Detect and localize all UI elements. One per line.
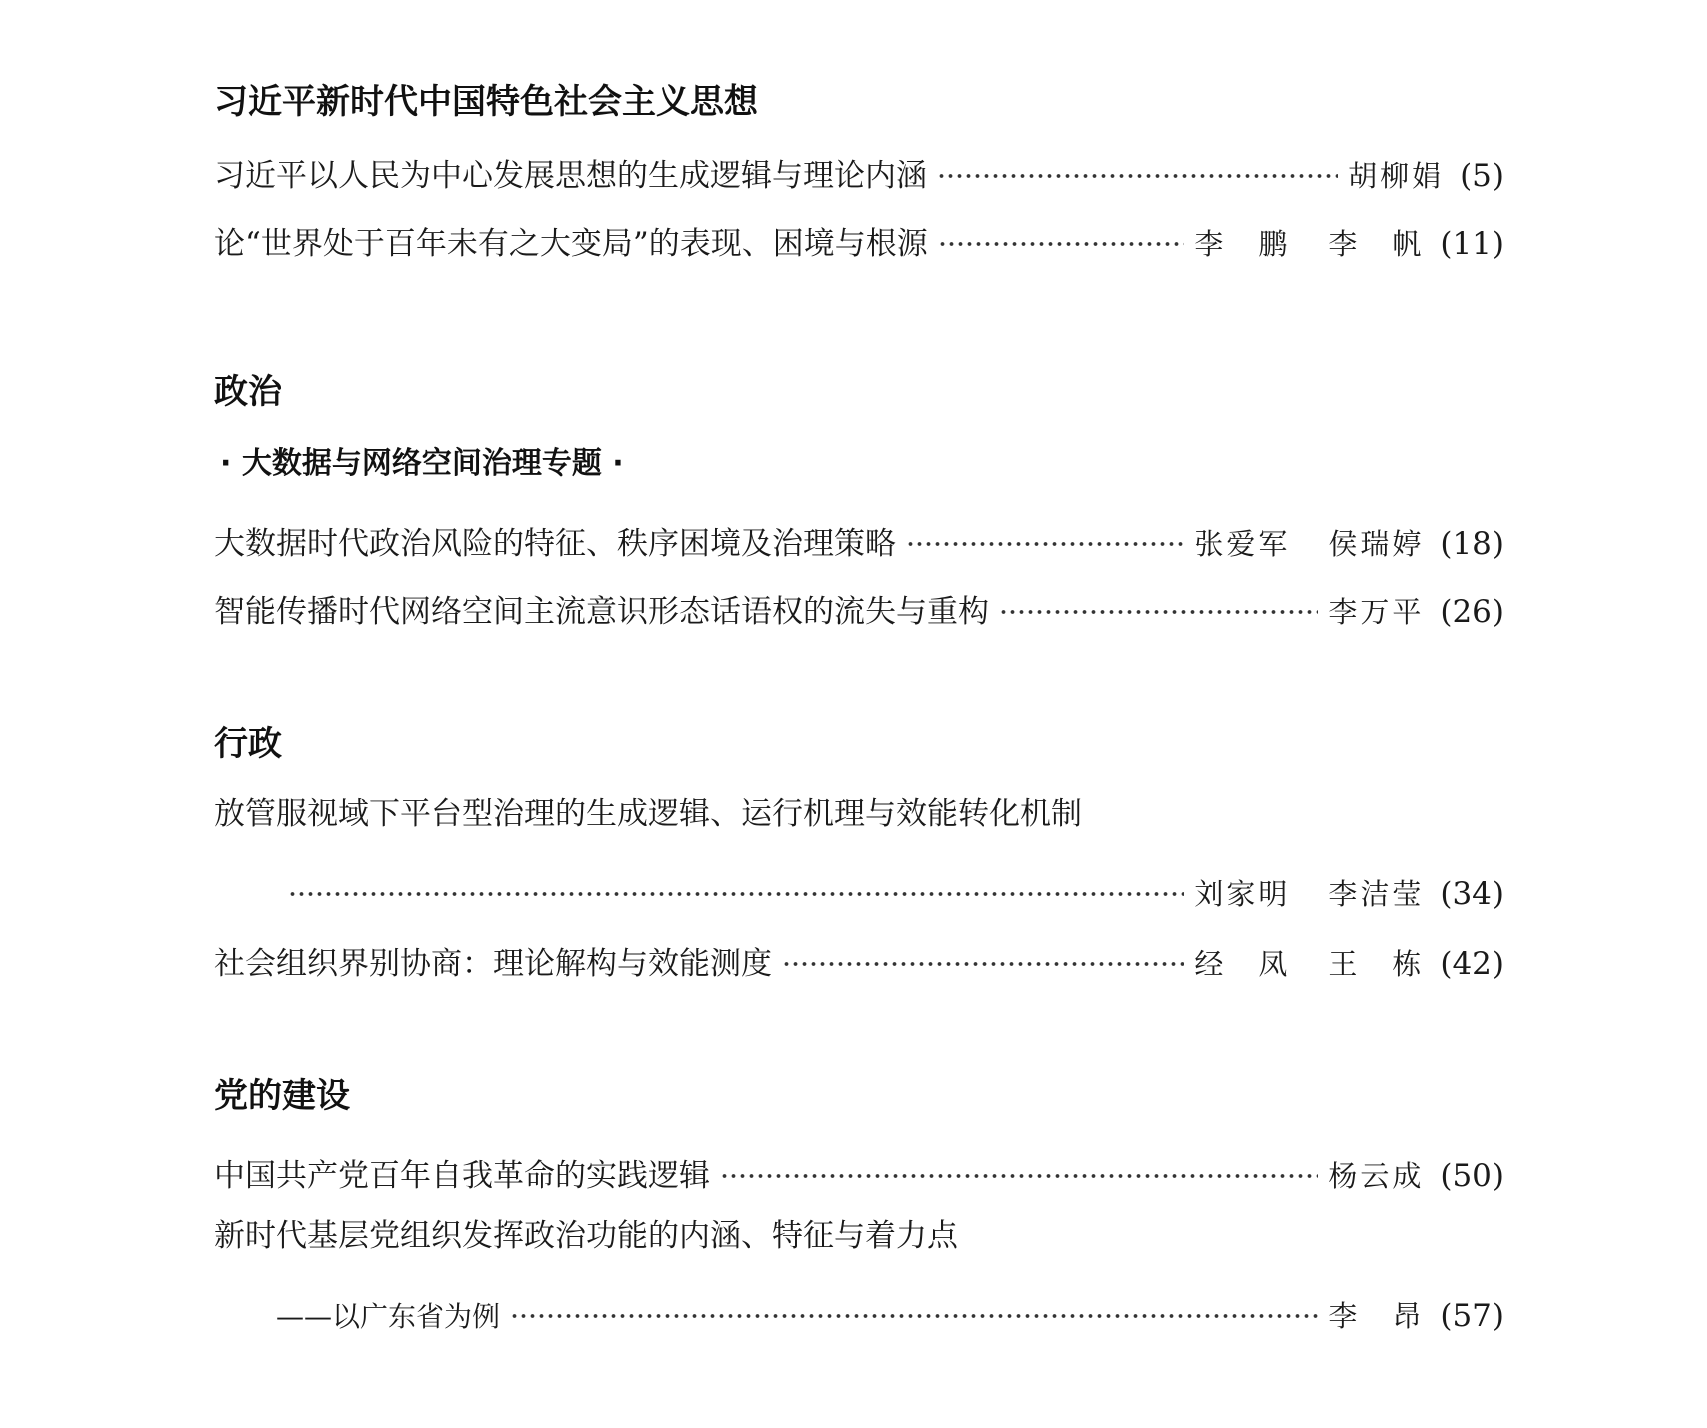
page-number: (11) [1440,226,1504,262]
page-number: (34) [1440,876,1504,912]
dot-leader [782,934,1184,974]
author-name: 李 昂 [1328,1299,1425,1333]
dot-leader [999,582,1318,622]
entry-title[interactable]: 放管服视域下平台型治理的生成逻辑、运行机理与效能转化机制 [214,796,1082,832]
toc-entry[interactable] [214,582,1504,630]
toc-entry-continuation[interactable] [288,864,1504,912]
author-name: 李洁莹 [1328,877,1425,911]
entry-title: 习近平以人民为中心发展思想的生成逻辑与理论内涵 [214,158,927,194]
author-name: 王 栋 [1328,947,1425,981]
author-name: 李 帆 [1328,227,1425,261]
dot-leader [288,864,1184,904]
author-name: 杨云成 [1328,1159,1425,1193]
entry-authors [1194,944,1424,984]
entry-title: 大数据时代政治风险的特征、秩序困境及治理策略 [214,526,896,562]
toc-entry[interactable] [214,146,1504,194]
entry-authors [1328,1156,1424,1196]
entry-authors [1328,592,1424,632]
entry-authors [1194,524,1424,564]
toc-entry[interactable] [214,214,1504,262]
section-title: 政治 [214,372,282,412]
entry-title: 智能传播时代网络空间主流意识形态话语权的流失与重构 [214,594,989,630]
page-number: (26) [1440,594,1504,630]
page-number: (57) [1440,1298,1504,1334]
page-number: (50) [1440,1158,1504,1194]
section-title: 党的建设 [214,1076,350,1116]
author-name: 经 凤 [1194,947,1291,981]
author-name: 胡柳娟 [1348,159,1445,193]
page-number: (42) [1440,946,1504,982]
author-name: 李 鹏 [1194,227,1291,261]
entry-title: 社会组织界别协商：理论解构与效能测度 [214,946,772,982]
entry-subtitle: ——以广东省为例 [276,1300,501,1333]
entry-title[interactable]: 新时代基层党组织发挥政治功能的内涵、特征与着力点 [214,1218,958,1254]
section-title: 习近平新时代中国特色社会主义思想 [214,82,758,122]
entry-authors [1328,1296,1424,1336]
entry-authors [1194,224,1424,264]
author-name: 侯瑞婷 [1328,527,1425,561]
section-title: 行政 [214,724,282,764]
dot-leader [938,214,1185,254]
entry-title: 中国共产党百年自我革命的实践逻辑 [214,1158,710,1194]
entry-title: 论“世界处于百年未有之大变局”的表现、困境与根源 [214,226,928,262]
dot-leader [906,514,1184,554]
toc-entry-continuation[interactable] [276,1286,1504,1334]
author-name: 张爱军 [1194,527,1291,561]
author-name: 李万平 [1328,595,1425,629]
page-number: (18) [1440,526,1504,562]
dot-leader [720,1146,1318,1186]
page-number: (5) [1460,158,1504,194]
toc-entry[interactable] [214,934,1504,982]
toc-entry[interactable] [214,1146,1504,1194]
author-name: 刘家明 [1194,877,1291,911]
special-topic-heading: · 大数据与网络空间治理专题 · [220,446,624,481]
dot-leader [937,146,1338,186]
entry-authors [1348,156,1444,196]
dot-leader [510,1286,1318,1326]
toc-entry[interactable] [214,514,1504,562]
entry-authors [1194,874,1424,914]
